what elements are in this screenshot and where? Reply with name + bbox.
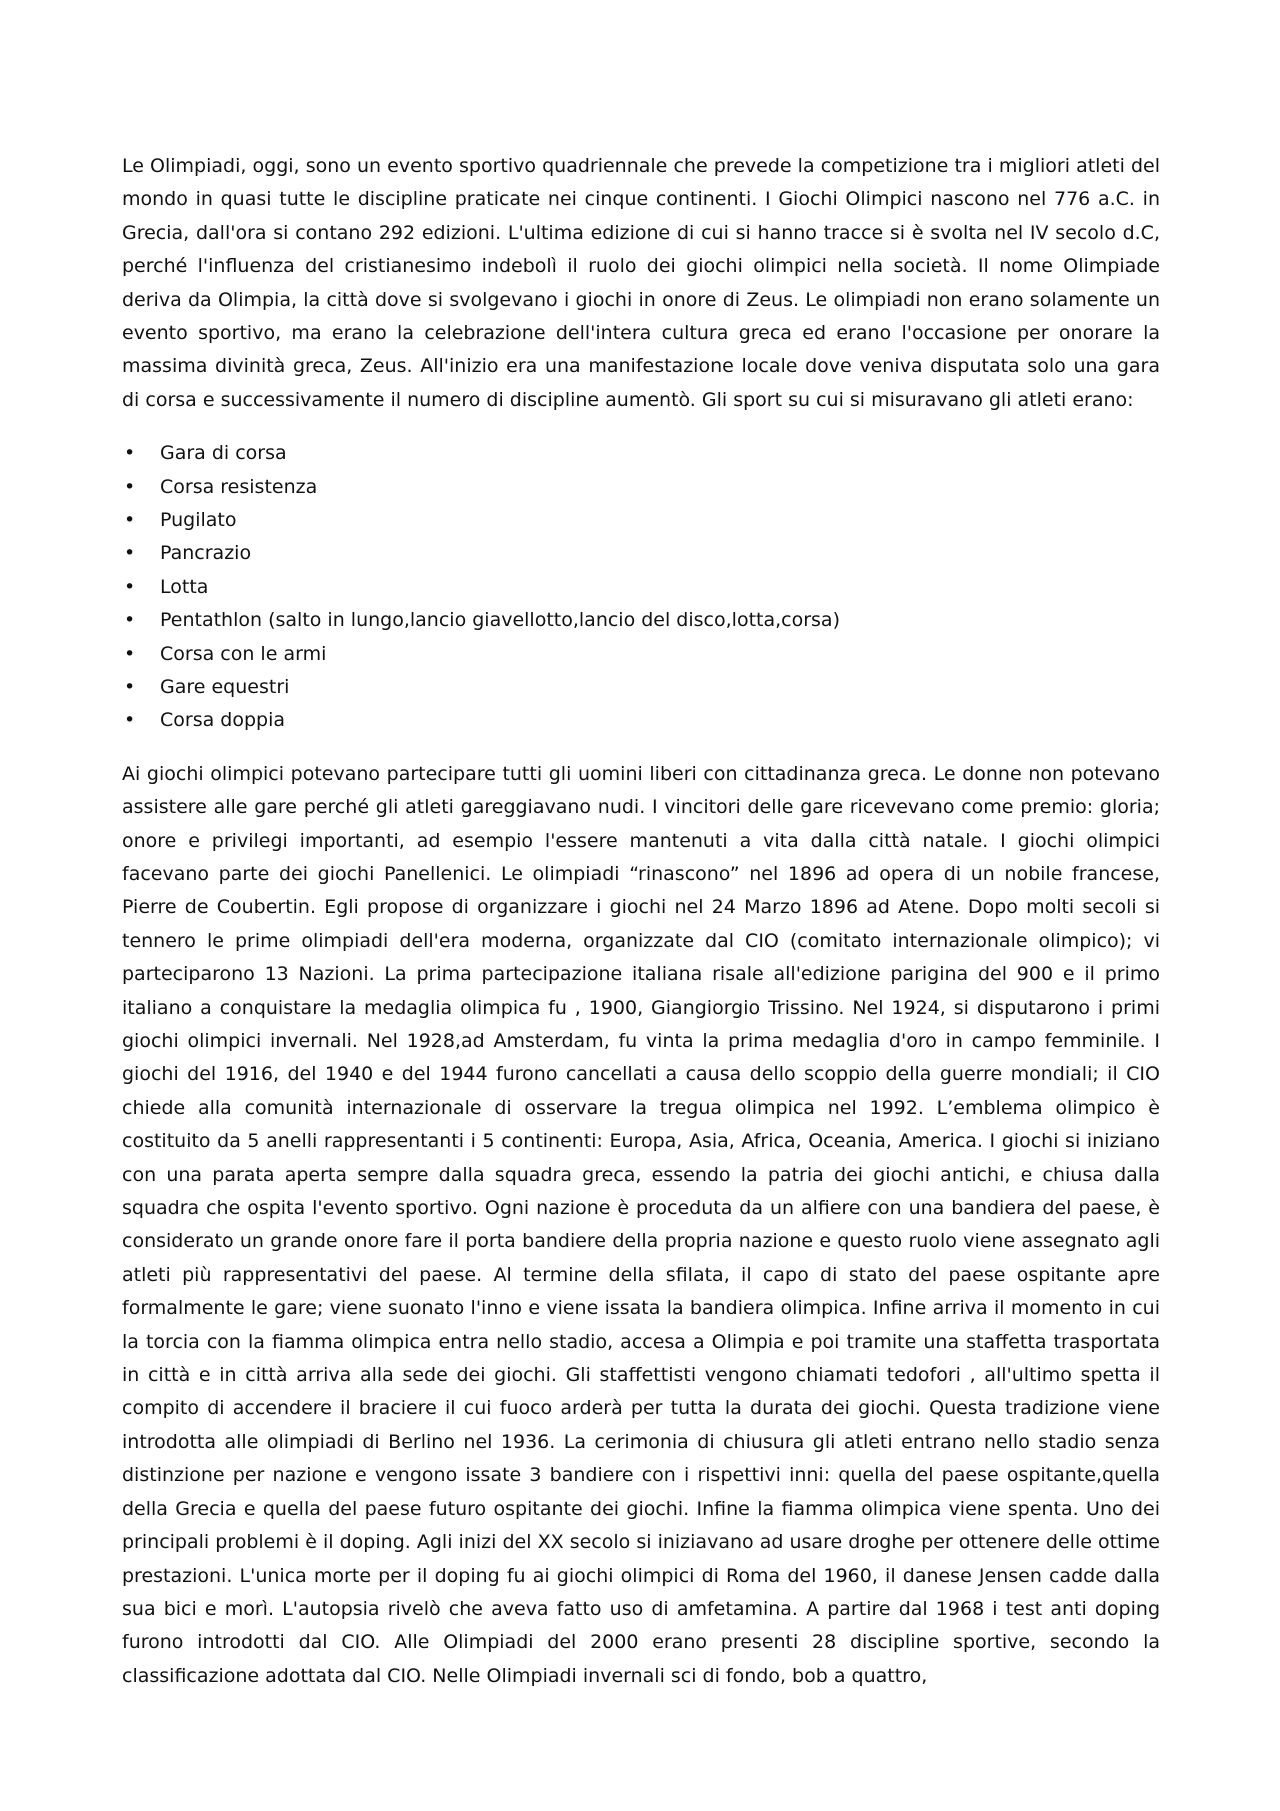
list-item: [122, 471, 1160, 504]
list-item-label: Corsa con le armi: [160, 642, 327, 665]
bullet-icon: •: [124, 709, 136, 732]
list-item-label: Gare equestri: [160, 675, 290, 698]
body-paragraph: Ai giochi olimpici potevano partecipare tutti gli uomini liberi con cittadinanza greca. Le donne non potevano assistere alle gare perché gli atleti gareggiavano nudi. I vincitori delle gare ricevevano come premio: gloria; onore e privilegi importanti, ad esempio l'essere mantenuti a vita dalla città natale. I giochi olimpici facevano parte dei giochi Panellenici. Le olimpiadi “rinascono” nel 1896 ad opera di un nobile francese, Pierre de Coubertin. Egli propose di organizzare i giochi nel 24 Marzo 1896 ad Atene. Dopo molti secoli si tennero le prime olimpiadi dell'era moderna, organizzate dal CIO (comitato internazionale olimpico); vi parteciparono 13 Nazioni. La prima partecipazione italiana risale all'edizione parigina del 900 e il primo italiano a conquistare la medaglia olimpica fu , 1900, Giangiorgio Trissino. Nel 1924, si disputarono i primi giochi olimpici invernali. Nel 1928,ad Amsterdam, fu vinta la prima medaglia d'oro in campo femminile. I giochi del 1916, del 1940 e del 1944 furono cancellati a causa dello scoppio della guerre mondiali; il CIO chiede alla comunità internazionale di osservare la tregua olimpica nel 1992. L’emblema olimpico è costituito da 5 anelli rappresentanti i 5 continenti: Europa, Asia, Africa, Oceania, America. I giochi si iniziano con una parata aperta sempre dalla squadra greca, essendo la patria dei giochi antichi, e chiusa dalla squadra che ospita l'evento sportivo. Ogni nazione è proceduta da un alfiere con una bandiera del paese, è considerato un grande onore fare il porta bandiere della propria nazione e questo ruolo viene assegnato agli atleti più rappresentativi del paese. Al termine della sfilata, il capo di stato del paese ospitante apre formalmente le gare; viene suonato l'inno e viene issata la bandiera olimpica. Infine arriva il momento in cui la torcia con la fiamma olimpica entra nello stadio, accesa a Olimpia e poi tramite una staffetta trasportata in città e in città arriva alla sede dei giochi. Gli staffettisti vengono chiamati tedofori , all'ultimo spetta il compito di accendere il braciere il cui fuoco arderà per tutta la durata dei giochi. Questa tradizione viene introdotta alle olimpiadi di Berlino nel 1936. La cerimonia di chiusura gli atleti entrano nello stadio senza distinzione per nazione e vengono issate 3 bandiere con i rispettivi inni: quella del paese ospitante,quella della Grecia e quella del paese futuro ospitante dei giochi. Infine la fiamma olimpica viene spenta. Uno dei principali problemi è il doping. Agli inizi del XX secolo si iniziavano ad usare droghe per ottenere delle ottime prestazioni. L'unica morte per il doping fu ai giochi olimpici di Roma del 1960, il danese Jensen cadde dalla sua bici e morì. L'autopsia rivelò che aveva fatto uso di amfetamina. A partire dal 1968 i test anti doping furono introdotti dal CIO. Alle Olimpiadi del 2000 erano presenti 28 discipline sportive, secondo la classificazione adottata dal CIO. Nelle Olimpiadi invernali sci di fondo, bob a quattro,: [122, 762, 1160, 1687]
list-item: [122, 537, 1160, 570]
list-item-label: Corsa doppia: [160, 709, 286, 732]
document-content: [122, 150, 1160, 1693]
list-item: [122, 704, 1160, 737]
bullet-icon: •: [124, 542, 136, 565]
bullet-icon: •: [124, 642, 136, 665]
bullet-icon: •: [124, 509, 136, 532]
list-item-label: Pentathlon (salto in lungo,lancio giavellotto,lancio del disco,lotta,corsa): [160, 609, 840, 632]
bullet-icon: •: [124, 575, 136, 598]
list-item: [122, 671, 1160, 704]
bullet-icon: •: [124, 609, 136, 632]
list-item-label: Lotta: [160, 575, 209, 598]
list-item-label: Pancrazio: [160, 542, 252, 565]
list-item-label: Gara di corsa: [160, 442, 287, 465]
list-item: [122, 638, 1160, 671]
list-item: [122, 604, 1160, 637]
list-item-label: Pugilato: [160, 509, 237, 532]
list-item: [122, 571, 1160, 604]
bullet-icon: •: [124, 475, 136, 498]
list-item: [122, 437, 1160, 470]
sports-list: [122, 437, 1160, 738]
list-item: [122, 504, 1160, 537]
intro-paragraph: Le Olimpiadi, oggi, sono un evento sportivo quadriennale che prevede la competizione tra i migliori atleti del mondo in quasi tutte le discipline praticate nei cinque continenti. I Giochi Olimpici nascono nel 776 a.C. in Grecia, dall'ora si contano 292 edizioni. L'ultima edizione di cui si hanno tracce si è svolta nel IV secolo d.C, perché l'influenza del cristianesimo indebolì il ruolo dei giochi olimpici nella società. Il nome Olimpiade deriva da Olimpia, la città dove si svolgevano i giochi in onore di Zeus. Le olimpiadi non erano solamente un evento sportivo, ma erano la celebrazione dell'intera cultura greca ed erano l'occasione per onorare la massima divinità greca, Zeus. All'inizio era una manifestazione locale dove veniva disputata solo una gara di corsa e successivamente il numero di discipline aumentò. Gli sport su cui si misuravano gli atleti erano:: [122, 155, 1160, 411]
bullet-icon: •: [124, 442, 136, 465]
list-item-label: Corsa resistenza: [160, 475, 318, 498]
bullet-icon: •: [124, 675, 136, 698]
